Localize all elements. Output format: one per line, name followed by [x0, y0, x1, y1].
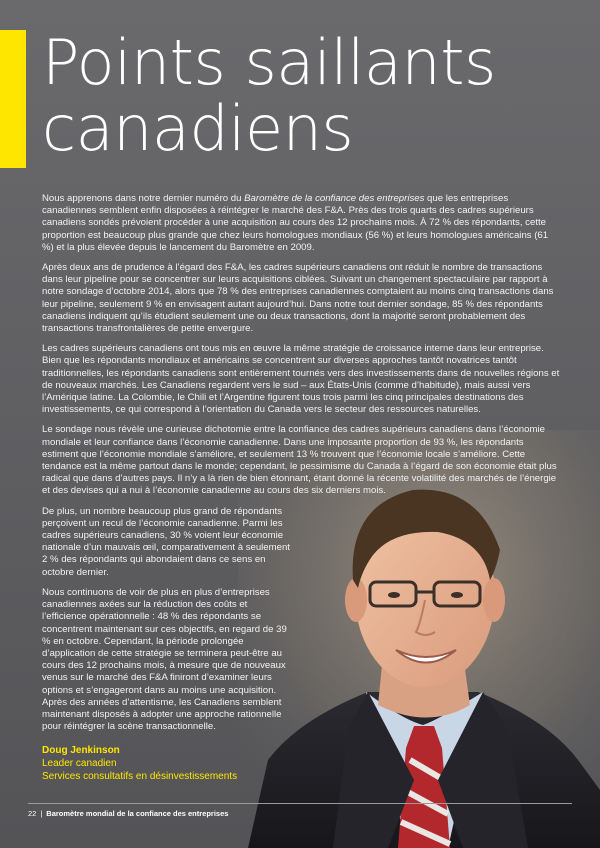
paragraph	[42, 193, 562, 254]
paragraph: Le sondage nous révèle une curieuse dichotomie entre la confiance des cadres supérieurs canadiens dans l’économie mondiale et leur confiance dans l’économie canadienne. Dans une imposante proportion de 93 %, les répondants estiment que l’économie mondiale s’améliore, et seulement 13 % trouvent que l’économie locale s’améliore. Cette tendance est la même partout dans le monde; cependant, le pessimisme du Canada à l’égard de son économie était plus radical que dans d’autres pays. Il n’y a là rien de bien étonnant, étant donné la récente volatilité des marchés de l’énergie et des devises qui a nui à l’économie canadienne au cours des six derniers mois.	[42, 424, 557, 497]
article-body	[42, 193, 562, 741]
page-footer	[28, 809, 228, 818]
paragraph: Nous continuons de voir de plus en plus d’entreprises canadiennes axées sur la réduction des coûts et l’efficience opérationnelle : 48 % des répondants se concentrent maintenant sur ces objectifs, en regard de 39 % en octobre. Cependant, la période prolongée d’application de cette stratégie se terminera peut-être au cours des 12 prochains mois, à mesure que de nouveaux venus sur le marché des F&A finiront d’examiner leurs options et s’engageront dans au moins une acquisition. Après des années d’attentisme, les Canadiens semblent maintenant disposés à adopter une approche rationnelle pour réintégrer la scène transactionnelle.	[42, 586, 287, 733]
footer-separator: |	[40, 809, 43, 818]
paragraph: Les cadres supérieurs canadiens ont tous mis en œuvre la même stratégie de croissance interne dans leur entreprise. Bien que les répondants mondiaux et américains se concentrent sur diverses approches tantôt novatrices tantôt traditionnelles, les répondants canadiens sont entièrement tournés vers des investissements dans de nouvelles régions et de nouveaux marchés. Les Canadiens regardent vers le sud – aux États-Unis (comme d’habitude), mais aussi vers l’Amérique latine. La Colombie, le Chili et l’Argentine figurent tous trois parmi les cinq principales destinations des investissements, ce qui correspond à l’orientation du Canada vers le secteur des ressources naturelles.	[42, 343, 560, 416]
author-name: Doug Jenkinson	[42, 745, 120, 756]
publication-title: Baromètre de la confiance des entreprises	[244, 193, 425, 204]
title-accent-bar	[0, 30, 26, 168]
author-role: Leader canadien	[42, 758, 117, 769]
paragraph: De plus, un nombre beaucoup plus grand de répondants perçoivent un recul de l’économie canadienne. Parmi les cadres supérieurs canadiens, 30 % voient leur économie nationale d’un mauvais œil, comparativement à seulement 2 % des répondants qui abondaient dans ce sens en octobre dernier.	[42, 505, 290, 578]
author-department: Services consultatifs en désinvestissements	[42, 771, 238, 782]
paragraph-intro: Nous apprenons dans notre dernier numéro du	[42, 193, 245, 204]
title-line-2: canadiens	[42, 92, 354, 165]
author-signature	[42, 744, 237, 783]
page-number: 22	[28, 809, 37, 818]
publication-name: Baromètre mondial de la confiance des entreprises	[46, 809, 229, 818]
footer-divider	[28, 803, 572, 804]
title-line-1: Points saillants	[42, 26, 496, 99]
page-title	[42, 26, 496, 165]
paragraph-continuation: que les entreprises canadiennes semblent enfin disposées à réintégrer le marché des F&A. Près des trois quarts des cadres supérieurs canadiens sondés prévoient procéder à une acquisition au cours des 12 prochains mois. À 72 % des répondants, cette proportion est beaucoup plus grande que chez leurs homologues mondiaux (56 %) et leurs homologues américains (61 %) et la plus élevée depuis le lancement du Baromètre en 2009.	[42, 193, 549, 253]
paragraph: Après deux ans de prudence à l’égard des F&A, les cadres supérieurs canadiens ont réduit le nombre de transactions dans leur pipeline pour se concentrer sur leurs acquisitions ciblées. Suivant un changement spectaculaire par rapport à notre sondage d’octobre 2014, alors que 78 % des entreprises canadiennes comptaient au moins cinq transactions dans leur pipeline, seulement 9 % en envisagent autant aujourd’hui. Dans notre tout dernier sondage, 85 % des répondants canadiens indiquent qu’ils étudient seulement une ou deux transactions, dont la majorité seront probablement des transactions transfrontalières de petite envergure.	[42, 262, 554, 335]
